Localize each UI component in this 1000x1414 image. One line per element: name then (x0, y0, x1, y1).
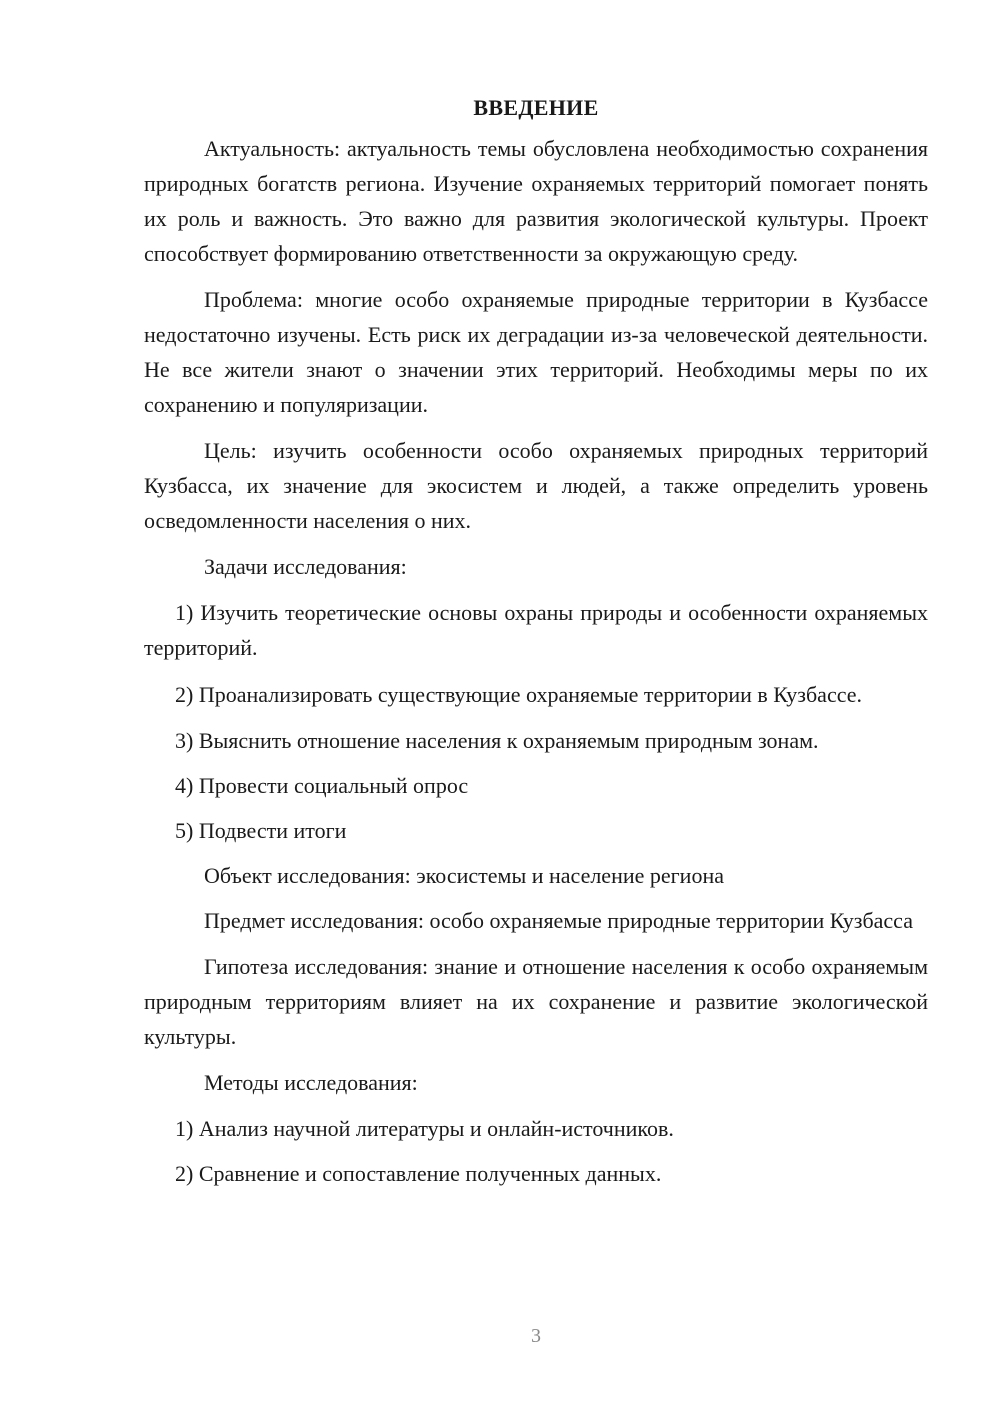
paragraph-subject: Предмет исследования: особо охраняемые природные территории Кузбасса (204, 908, 913, 933)
task-item-4: 4) Провести социальный опрос (175, 773, 469, 798)
document-page (144, 90, 928, 1191)
task-item-2: 2) Проанализировать существующие охраняемые территории в Кузбассе. (175, 682, 863, 707)
paragraph-object: Объект исследования: экосистемы и население региона (204, 863, 724, 888)
task-item-3: 3) Выяснить отношение населения к охраняемым природным зонам. (175, 728, 819, 753)
task-item-5: 5) Подвести итоги (175, 818, 347, 843)
paragraph-relevance: Актуальность: актуальность темы обусловлена необходимостью сохранения природных богатств региона. Изучение охраняемых территорий помогает понять их роль и важность. Это важно для развития экологической культуры. Проект способствует формированию ответственности за окружающую среду. (144, 136, 928, 266)
task-item-1: 1) Изучить теоретические основы охраны природы и особенности охраняемых территорий. (144, 600, 928, 660)
page-number: 3 (531, 1325, 541, 1347)
paragraph-goal: Цель: изучить особенности особо охраняемых природных территорий Кузбасса, их значение для экосистем и людей, а также определить уровень осведомленности населения о них. (144, 438, 928, 533)
method-item-2: 2) Сравнение и сопоставление полученных данных. (175, 1161, 662, 1186)
section-heading: ВВЕДЕНИЕ (473, 95, 599, 120)
methods-title: Методы исследования: (204, 1070, 418, 1095)
paragraph-hypothesis: Гипотеза исследования: знание и отношение населения к особо охраняемым природным территориям влияет на их сохранение и развитие экологической культуры. (144, 954, 928, 1049)
paragraph-problem: Проблема: многие особо охраняемые природные территории в Кузбассе недостаточно изучены. Есть риск их деградации из-за человеческой деятельности. Не все жители знают о значении этих территорий. Необходимы меры по их сохранению и популяризации. (144, 287, 928, 417)
tasks-title: Задачи исследования: (204, 554, 407, 579)
method-item-1: 1) Анализ научной литературы и онлайн-источников. (175, 1116, 674, 1141)
